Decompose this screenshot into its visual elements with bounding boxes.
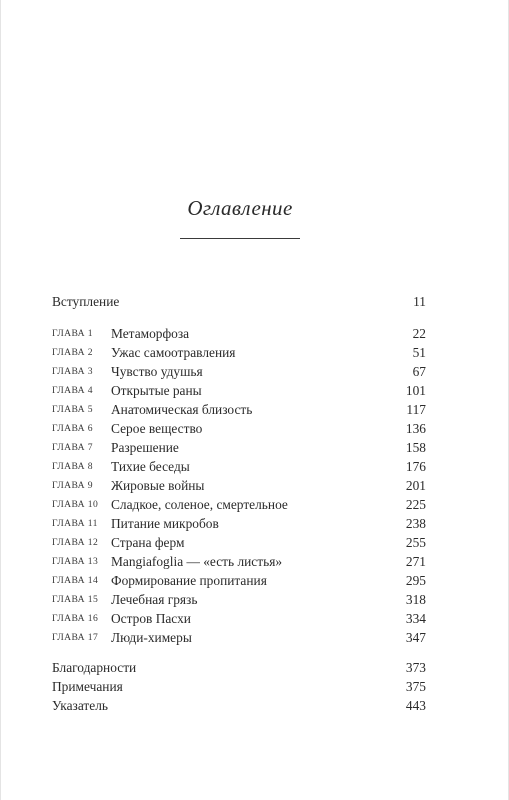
entry-label: Благодарности [52,660,137,675]
chapter-page-number: 225 [405,497,426,512]
toc-entry-chapter-8[interactable] [52,457,426,476]
chapter-page-number: 117 [406,402,426,417]
chapter-title: Тихие беседы [111,459,190,474]
chapter-page-number: 201 [405,478,426,493]
entry-label: Примечания [52,679,123,694]
chapter-title: Открытые раны [111,383,202,398]
toc-entry-chapter-17[interactable] [52,628,426,647]
chapter-number: ГЛАВА 15 [52,594,99,605]
chapter-page-number: 51 [412,345,426,360]
chapter-number: ГЛАВА 7 [52,442,93,453]
toc-title: Оглавление [187,196,293,220]
chapter-page-number: 67 [412,364,426,379]
chapter-title: Сладкое, соленое, смертельное [111,497,288,512]
chapter-title: Разрешение [111,440,179,455]
toc-entry-chapter-9[interactable] [52,476,426,495]
toc-entry-chapter-7[interactable] [52,438,426,457]
chapter-page-number: 22 [412,326,426,341]
chapter-number: ГЛАВА 17 [52,632,99,643]
chapter-number: ГЛАВА 13 [52,556,99,567]
toc-entry-intro[interactable] [52,292,426,311]
chapter-page-number: 271 [405,554,426,569]
toc-entry-chapter-4[interactable] [52,381,426,400]
entry-page-number: 11 [413,294,426,309]
chapter-page-number: 334 [405,611,426,626]
title-underline [180,238,300,239]
chapter-number: ГЛАВА 6 [52,423,93,434]
chapter-title: Лечебная грязь [111,592,198,607]
chapter-title: Страна ферм [111,535,185,550]
chapter-title: Питание микробов [111,516,219,531]
chapter-title: Серое вещество [111,421,203,436]
chapter-page-number: 238 [405,516,426,531]
chapter-number: ГЛАВА 10 [52,499,99,510]
toc-entry-chapter-12[interactable] [52,533,426,552]
chapter-title: Чувство удушья [111,364,203,379]
chapter-page-number: 318 [405,592,426,607]
chapter-number: ГЛАВА 16 [52,613,99,624]
chapter-page-number: 295 [405,573,426,588]
toc-entry-chapter-15[interactable] [52,590,426,609]
toc-entry-notes[interactable] [52,677,426,696]
chapter-number: ГЛАВА 14 [52,575,99,586]
chapter-number: ГЛАВА 8 [52,461,93,472]
chapter-number: ГЛАВА 12 [52,537,99,548]
chapter-page-number: 136 [405,421,426,436]
chapter-page-number: 101 [405,383,426,398]
chapter-number: ГЛАВА 5 [52,404,93,415]
chapter-page-number: 347 [405,630,426,645]
toc-entry-chapter-2[interactable] [52,343,426,362]
entry-page-number: 443 [405,698,426,713]
entry-page-number: 375 [405,679,426,694]
toc-entry-chapter-6[interactable] [52,419,426,438]
entry-label: Вступление [52,294,120,309]
toc-entry-acknowledgements[interactable] [52,658,426,677]
chapter-title: Люди-химеры [111,630,192,645]
chapter-page-number: 255 [405,535,426,550]
chapter-number: ГЛАВА 4 [52,385,93,396]
chapter-number: ГЛАВА 11 [52,518,98,529]
chapter-number: ГЛАВА 2 [52,347,93,358]
toc-entry-chapter-1[interactable] [52,324,426,343]
chapter-number: ГЛАВА 1 [52,328,93,339]
chapter-title: Жировые войны [111,478,205,493]
chapter-title: Остров Пасхи [111,611,191,626]
toc-entry-chapter-11[interactable] [52,514,426,533]
entry-label: Указатель [52,698,109,713]
toc-entry-chapter-10[interactable] [52,495,426,514]
toc-entry-index[interactable] [52,696,426,715]
entry-page-number: 373 [405,660,426,675]
toc-entry-chapter-14[interactable] [52,571,426,590]
chapter-number: ГЛАВА 9 [52,480,93,491]
chapter-title: Метаморфоза [111,326,190,341]
chapter-title: Анатомическая близость [111,402,253,417]
toc-entry-chapter-5[interactable] [52,400,426,419]
toc-entry-chapter-16[interactable] [52,609,426,628]
chapter-page-number: 176 [405,459,426,474]
toc-entry-chapter-3[interactable] [52,362,426,381]
toc-entry-chapter-13[interactable] [52,552,426,571]
chapter-title: Mangiafoglia — «есть листья» [111,554,283,569]
chapter-number: ГЛАВА 3 [52,366,93,377]
chapter-title: Ужас самоотравления [111,345,236,360]
chapter-page-number: 158 [405,440,426,455]
chapter-title: Формирование пропитания [111,573,267,588]
